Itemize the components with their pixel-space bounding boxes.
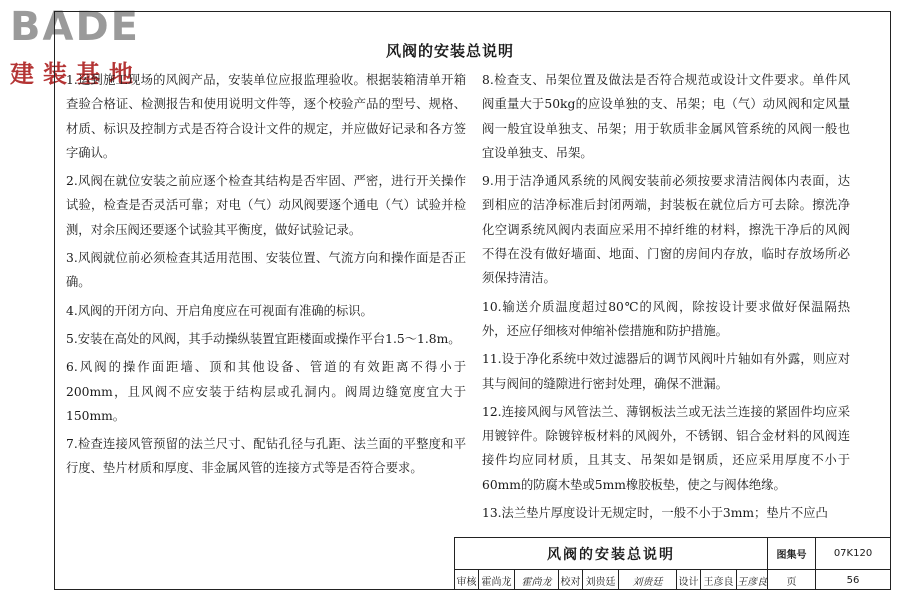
- title-block-row-bottom: [455, 570, 891, 590]
- note-paragraph: 3.风阀就位前必须检查其适用范围、安装位置、气流方向和操作面是否正确。: [66, 251, 466, 290]
- note-paragraph: 5.安装在高处的风阀，其手动操纵装置宜距楼面或操作平台1.5～1.8m。: [66, 331, 461, 346]
- note-paragraph: 9.用于洁净通风系统的风阀安装前必须按要求清洁阀体内表面，达到相应的洁净标准后封闭两端，封装板在就位后方可去除。擦洗净化空调系统风阀内表面应采用不掉纤维的材料，擦洗干净后的风阀不得在没有做好墙面、地面、门窗的房间内存放，临时存放场所必须保持清洁。: [482, 174, 850, 286]
- logo-sub-text: 建装基地: [10, 60, 142, 88]
- review-label: 审核: [455, 570, 479, 590]
- right-column: [482, 68, 850, 529]
- note-paragraph: 8.检查支、吊架位置及做法是否符合规范或设计文件要求。单件风阀重量大于50kg的应设单独的支、吊架；电（气）动风阀和定风量阀一般宜设单独支、吊架；用于软质非金属风管系统的风阀一般也宜设单独支、吊架。: [482, 73, 850, 160]
- page-label: 页: [768, 570, 816, 590]
- review-signature: 霍尚龙: [515, 570, 559, 590]
- check-name: 刘贵廷: [583, 570, 619, 590]
- note-paragraph: 2.风阀在就位安装之前应逐个检查其结构是否牢固、严密，进行开关操作试验，检查是否灵活可靠；对电（气）动风阀要逐个通电（气）试验并检测，对余压阀还要逐个试验其平衡度，做好试验记录。: [66, 174, 466, 237]
- note-paragraph: 4.风阀的开闭方向、开启角度应在可视面有准确的标识。: [66, 303, 373, 318]
- page-number: 56: [846, 574, 860, 586]
- review-name: 霍尚龙: [479, 570, 515, 590]
- note-paragraph: 10.输送介质温度超过80℃的风阀，除按设计要求做好保温隔热外，还应仔细核对伸缩补偿措施和防护措施。: [482, 299, 850, 338]
- atlas-number-value: 07K120: [833, 548, 873, 559]
- check-label: 校对: [559, 570, 583, 590]
- note-paragraph: 1.运到施工现场的风阀产品，安装单位应报监理验收。根据装箱清单开箱查验合格证、检测报告和使用说明文件等，逐个校验产品的型号、规格、材质、标识及控制方式是否符合设计文件的规定，并应做好记录和各方签字确认。: [66, 73, 466, 160]
- left-column: [66, 68, 466, 485]
- design-name: 王彦良: [701, 570, 737, 590]
- title-block: [454, 537, 891, 590]
- check-signature: 刘贵廷: [619, 570, 677, 590]
- title-block-title: 风阀的安装总说明: [455, 538, 768, 569]
- note-paragraph: 11.设于净化系统中效过滤器后的调节风阀叶片轴如有外露，则应对其与阀间的缝隙进行密封处理，确保不泄漏。: [482, 352, 850, 391]
- page-title: 风阀的安装总说明: [385, 42, 514, 60]
- logo-main-text: BADE: [10, 4, 140, 50]
- note-paragraph: 13.法兰垫片厚度设计无规定时，一般不小于3mm；垫片不应凸: [482, 506, 828, 521]
- note-paragraph: 12.连接风阀与风管法兰、薄钢板法兰或无法兰连接的紧固件均应采用镀锌件。除镀锌板材料的风阀外，不锈钢、铝合金材料的风阀连接件均应同材质，且其支、吊架如是钢质，还应采用厚度不小于60mm的防腐木垫或5mm橡胶板垫，使之与阀体绝缘。: [482, 404, 850, 492]
- atlas-number-label: 图集号: [768, 538, 816, 569]
- title-block-row-top: [455, 538, 891, 570]
- design-signature: 王彦良: [737, 570, 768, 590]
- design-label: 设计: [677, 570, 701, 590]
- note-paragraph: 6.风阀的操作面距墙、顶和其他设备、管道的有效距离不得小于200mm，且风阀不应安装于结构层或孔洞内。阀周边缝宽度宜大于150mm。: [66, 360, 466, 423]
- note-paragraph: 7.检查连接风管预留的法兰尺寸、配钻孔径与孔距、法兰面的平整度和平行度、垫片材质和厚度、非金属风管的连接方式等是否符合要求。: [66, 437, 466, 476]
